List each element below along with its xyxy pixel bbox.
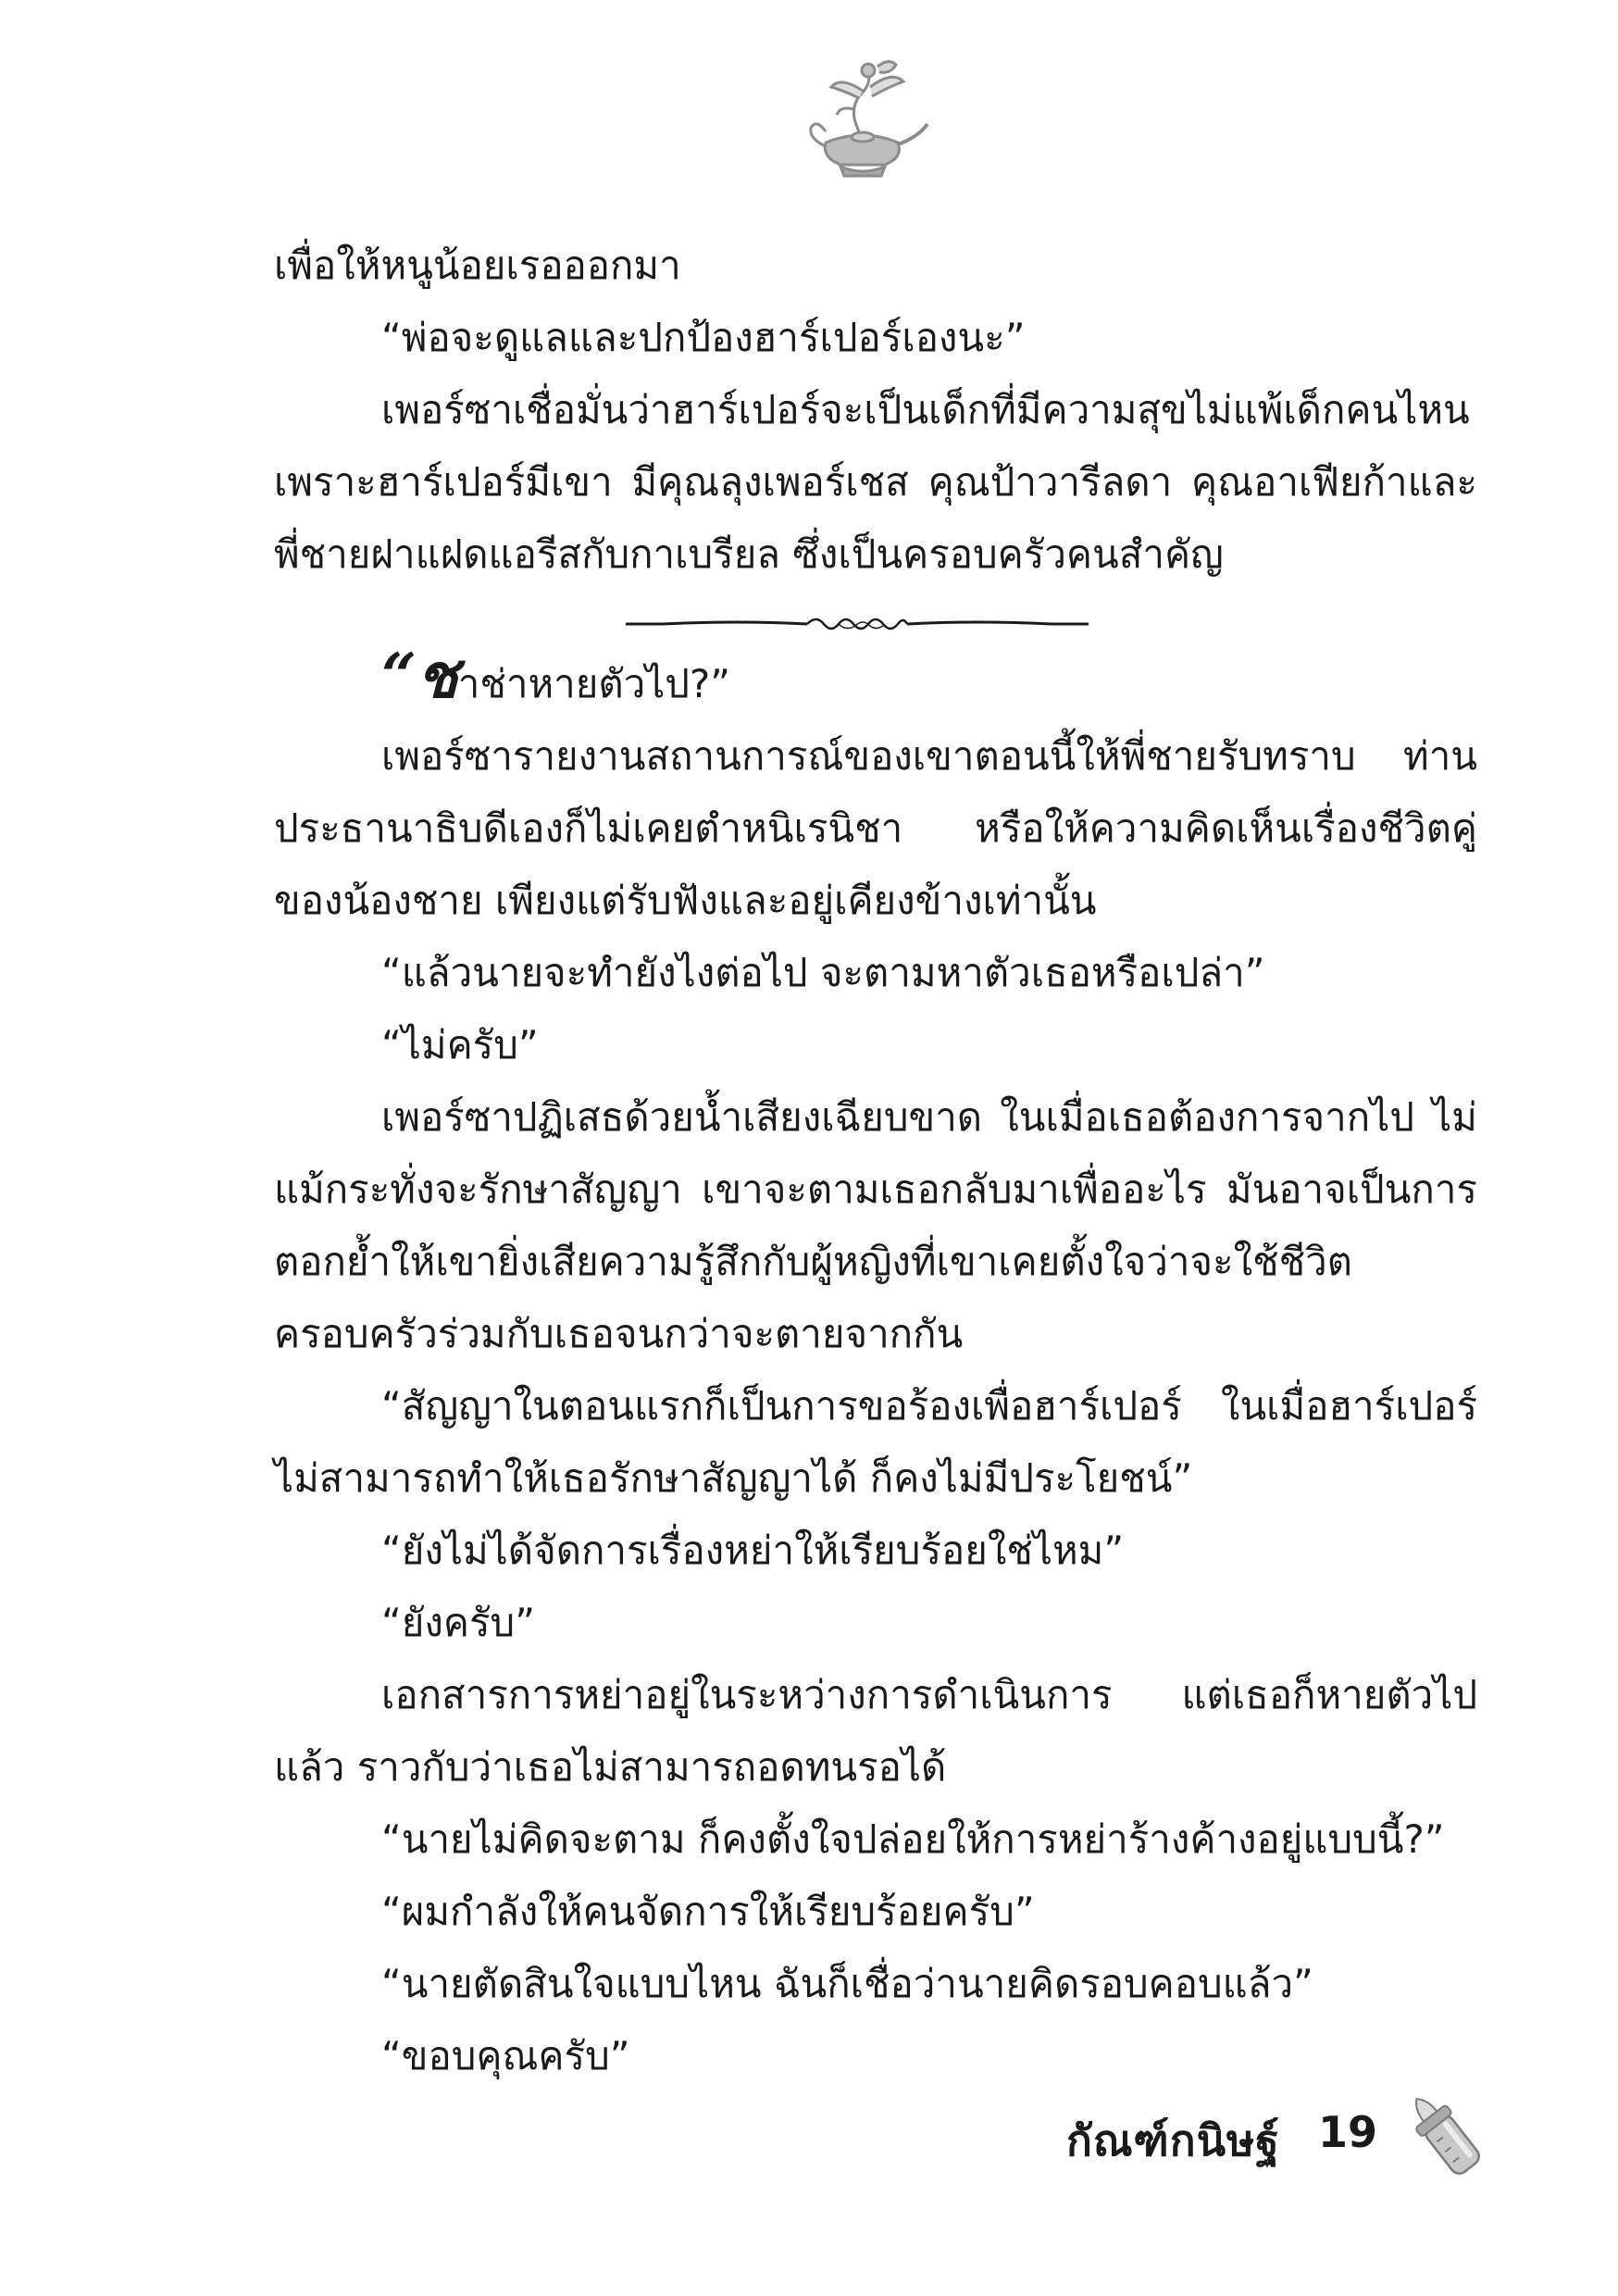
body-paragraph: “ผมกำลังให้คนจัดการให้เรียบร้อยครับ” <box>381 1889 1035 1934</box>
body-paragraph: เอกสารการหย่าอยู่ในระหว่างการดำเนินการ แต่เธอก็หายตัวไปแล้ว ราวกับว่าเธอไม่สามารถอดทนรอได้ <box>274 1672 1477 1790</box>
body-paragraph: “ไม่ครับ” <box>381 1022 539 1067</box>
top-text-block <box>274 230 1477 591</box>
dropcap-letter: “ช <box>381 640 458 712</box>
dropcap-rest: าช่าหายตัวไป?” <box>457 661 731 706</box>
body-paragraph: “สัญญาในตอนแรกก็เป็นการขอร้องเพื่อฮาร์เปอร์ ในเมื่อฮาร์เปอร์ไม่สามารถทำให้เธอรักษาสัญญาได้ ก็คงไม่มีประโยชน์” <box>274 1383 1477 1501</box>
baby-bottle-icon <box>1392 2085 1494 2187</box>
top-paragraph: เพอร์ซาเชื่อมั่นว่าฮาร์เปอร์จะเป็นเด็กที่มีความสุขไม่แพ้เด็กคนไหน เพราะฮาร์เปอร์มีเขา มีคุณลุงเพอร์เชส คุณป้าวารีลดา คุณอาเฟียก้าและพี่ชายฝาแฝดแอรีสกับกาเบรียล ซึ่งเป็นครอบครัวคนสำคัญ <box>274 387 1477 577</box>
body-paragraph: “ยังครับ” <box>381 1600 535 1645</box>
body-paragraph: “นายไม่คิดจะตาม ก็คงตั้งใจปล่อยให้การหย่าร้างค้างอยู่แบบนี้?” <box>381 1816 1445 1862</box>
top-paragraph: เพื่อให้หนูน้อยเรอออกมา <box>274 243 681 288</box>
body-paragraph: “แล้วนายจะทำยังไงต่อไป จะตามหาตัวเธอหรือเปล่า” <box>381 950 1265 995</box>
page-number: 19 <box>1318 2107 1378 2157</box>
top-paragraph: “พ่อจะดูแลและปกป้องฮาร์เปอร์เองนะ” <box>381 315 1026 360</box>
dropcap-paragraph <box>274 640 1477 720</box>
genie-lamp-icon <box>789 54 937 183</box>
page-footer <box>1066 2094 1529 2177</box>
book-title: กัณฑ์กนิษฐ์ <box>1066 2115 1280 2165</box>
ornamental-divider <box>626 611 1089 637</box>
body-paragraph: เพอร์ซารายงานสถานการณ์ของเขาตอนนี้ให้พี่ชายรับทราบ ท่านประธานาธิบดีเองก็ไม่เคยตำหนิเรนิชา หรือให้ความคิดเห็นเรื่องชีวิตคู่ของน้องชาย เพียงแต่รับฟังและอยู่เคียงข้างเท่านั้น <box>274 733 1477 923</box>
body-paragraph: “ยังไม่ได้จัดการเรื่องหย่าให้เรียบร้อยใช่ไหม” <box>381 1528 1125 1573</box>
bottom-text-block <box>274 640 1477 2092</box>
body-paragraph: เพอร์ซาปฏิเสธด้วยน้ำเสียงเฉียบขาด ในเมื่อเธอต้องการจากไป ไม่แม้กระทั่งจะรักษาสัญญา เขาจะตามเธอกลับมาเพื่ออะไร มันอาจเป็นการตอกย้ำให้เขายิ่งเสียความรู้สึกกับผู้หญิงที่เขาเคยตั้งใจว่าจะใช้ชีวิตครอบครัวร่วมกับเธอจนกว่าจะตายจากกัน <box>274 1094 1477 1356</box>
body-paragraph: “นายตัดสินใจแบบไหน ฉันก็เชื่อว่านายคิดรอบคอบแล้ว” <box>381 1961 1313 2006</box>
body-paragraph: “ขอบคุณครับ” <box>381 2033 630 2078</box>
